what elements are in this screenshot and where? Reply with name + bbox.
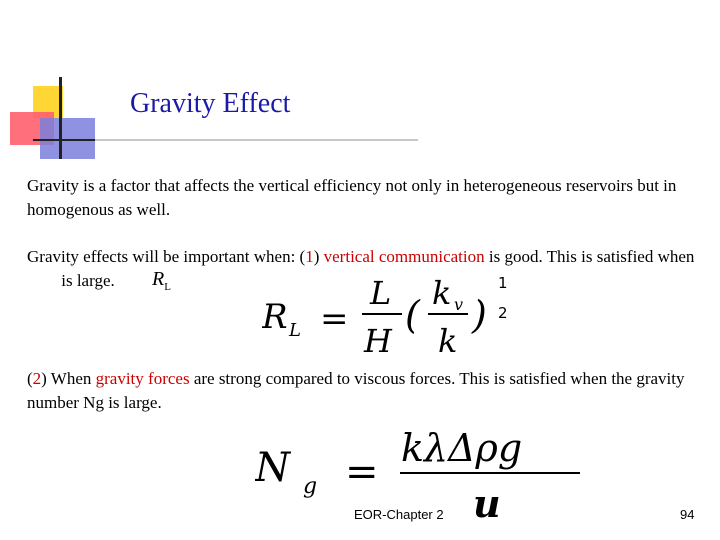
p2-text-a: Gravity effects will be important when: ( xyxy=(27,247,306,266)
formula2-numerator: kλΔρg xyxy=(401,426,523,470)
footer-chapter: EOR-Chapter 2 xyxy=(354,507,444,522)
paragraph-gravity-factor: Gravity is a factor that affects the vertical efficiency not only in heterogeneous reservoirs but in homogenous as well. xyxy=(27,176,677,219)
formula1-den1: H xyxy=(364,322,392,360)
p2-text-d: is large. xyxy=(57,271,115,290)
p3-text-c: are strong compared to viscous forces. This is satisfied when the gravity number Ng is large. xyxy=(27,369,685,412)
formula1-kv: k xyxy=(432,274,452,312)
formula1-num1: L xyxy=(370,274,392,312)
formula1-equals: = xyxy=(320,299,349,339)
slide-title: Gravity Effect xyxy=(130,88,291,119)
highlight-gravity-forces: gravity forces xyxy=(95,369,190,388)
formula2-equals: = xyxy=(345,449,379,495)
p2-text-b: ) xyxy=(313,247,324,266)
formula2-denominator: u xyxy=(473,481,501,523)
formula2-lhs: N xyxy=(255,445,290,491)
formula1-den2: k xyxy=(438,322,458,360)
condition-number-1: 1 xyxy=(305,247,314,266)
formula1-exp-num: 1 xyxy=(498,274,508,292)
highlight-vertical-communication: vertical communication xyxy=(323,247,485,266)
formula1-lhs: R xyxy=(262,297,288,337)
page-number: 94 xyxy=(680,507,695,522)
condition-number-2: 2 xyxy=(32,369,42,388)
inline-symbol-base: R xyxy=(152,268,165,290)
paragraph-gravity-number xyxy=(27,367,707,415)
p2-text-c: is good. This is satisfied when xyxy=(484,247,695,266)
inline-symbol-sub: L xyxy=(164,281,171,293)
formula1-paren-open: ( xyxy=(405,293,420,337)
inline-symbol-rl xyxy=(152,268,171,293)
p3-text-a: ( xyxy=(27,369,33,388)
p3-text-b: ) When xyxy=(41,369,96,388)
formula1-exp-den: 2 xyxy=(498,304,508,322)
formula1-paren-close: ) xyxy=(472,293,487,337)
decor-vertical-line xyxy=(59,77,62,159)
title-underline-accent xyxy=(33,139,95,141)
formula2-lhs-sub: g xyxy=(303,474,318,499)
formula1-lhs-sub: L xyxy=(289,320,301,341)
formula-rl xyxy=(262,270,522,360)
formula1-kv-sub: v xyxy=(454,295,464,314)
